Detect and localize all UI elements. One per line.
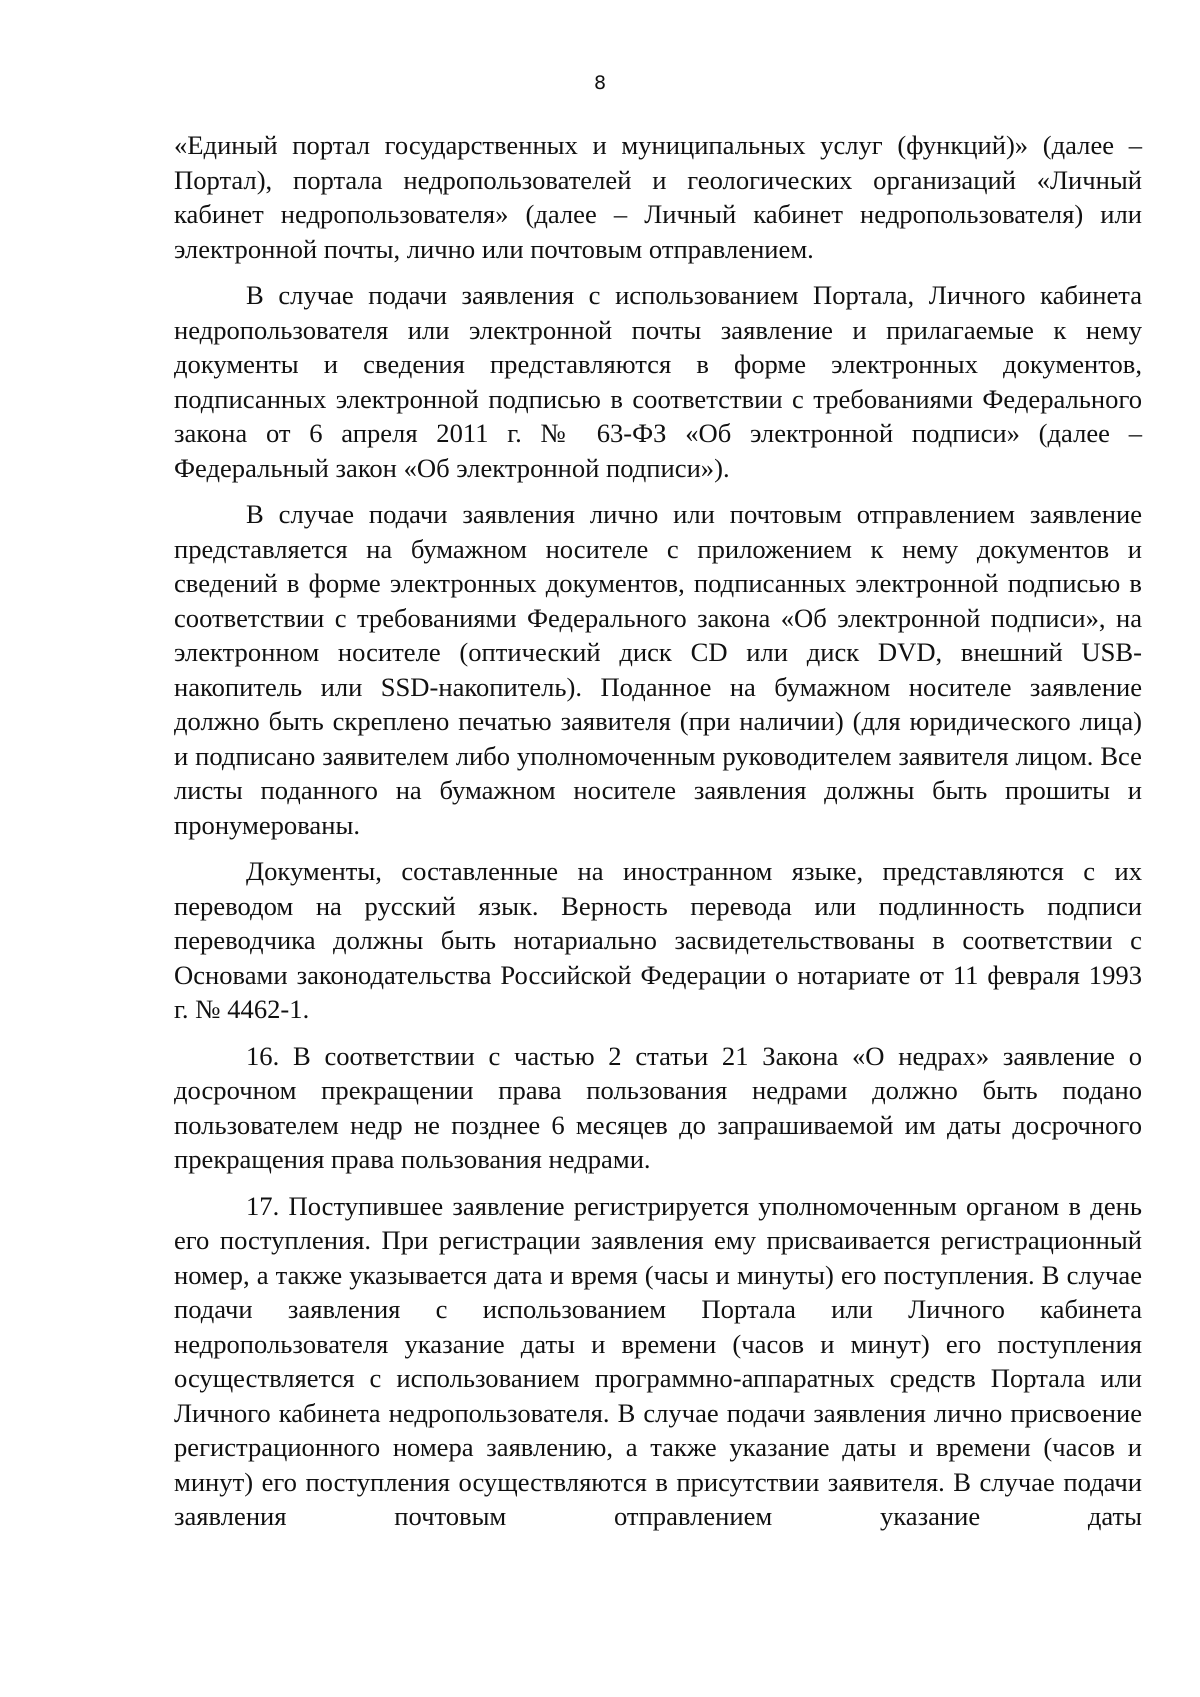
- paragraph-paper-submission: В случае подачи заявления лично или почтовым отправлением заявление представляется на бумажном носителе с приложением к нему документов и сведений в форме электронных документов, подписанных электронной подписью в соответствии с требованиями Федерального закона «Об электронной подписи», на электронном носителе (оптический диск CD или диск DVD, внешний USB-накопитель или SSD-накопитель). Поданное на бумажном носителе заявление должно быть скреплено печатью заявителя (при наличии) (для юридического лица) и подписано заявителем либо уполномоченным руководителем заявителя лицом. Все листы поданного на бумажном носителе заявления должны быть прошиты и пронумерованы.: [174, 499, 1142, 840]
- paragraph-portal-continuation: «Единый портал государственных и муниципальных услуг (функций)» (далее – Портал), портала недропользователей и геологических организаций «Личный кабинет недропользователя» (далее – Личный кабинет недропользователя) или электронной почты, лично или почтовым отправлением.: [174, 130, 1142, 264]
- paragraph-electronic-submission: В случае подачи заявления с использованием Портала, Личного кабинета недропользователя или электронной почты заявление и прилагаемые к нему документы и сведения представляются в форме электронных документов, подписанных электронной подписью в соответствии с требованиями Федерального закона от 6 апреля 2011 г. № 63-ФЗ «Об электронной подписи» (далее – Федеральный закон «Об электронной подписи»).: [174, 280, 1142, 483]
- paragraph-item-17: 17. Поступившее заявление регистрируется уполномоченным органом в день его поступления. При регистрации заявления ему присваивается регистрационный номер, а также указывается дата и время (часы и минуты) его поступления. В случае подачи заявления с использованием Портала или Личного кабинета недропользователя указание даты и времени (часов и минут) его поступления осуществляется с использованием программно-аппаратных средств Портала или Личного кабинета недропользователя. В случае подачи заявления лично присвоение регистрационного номера заявлению, а также указание даты и времени (часов и минут) его поступления осуществляются в присутствии заявителя. В случае подачи заявления почтовым отправлением указание даты: [174, 1190, 1142, 1531]
- paragraph-item-16: 16. В соответствии с частью 2 статьи 21 Закона «О недрах» заявление о досрочном прекращении права пользования недрами должно быть подано пользователем недр не позднее 6 месяцев до запрашиваемой им даты досрочного прекращения права пользования недрами.: [174, 1040, 1142, 1174]
- paragraph-foreign-documents: Документы, составленные на иностранном языке, представляются с их переводом на русский язык. Верность перевода или подлинность подписи переводчика должны быть нотариально засвидетельствованы в соответствии с Основами законодательства Российской Федерации о нотариате от 11 февраля 1993 г. № 4462-1.: [174, 856, 1142, 1024]
- page-number: 8: [593, 72, 607, 94]
- document-body: [174, 128, 1142, 1534]
